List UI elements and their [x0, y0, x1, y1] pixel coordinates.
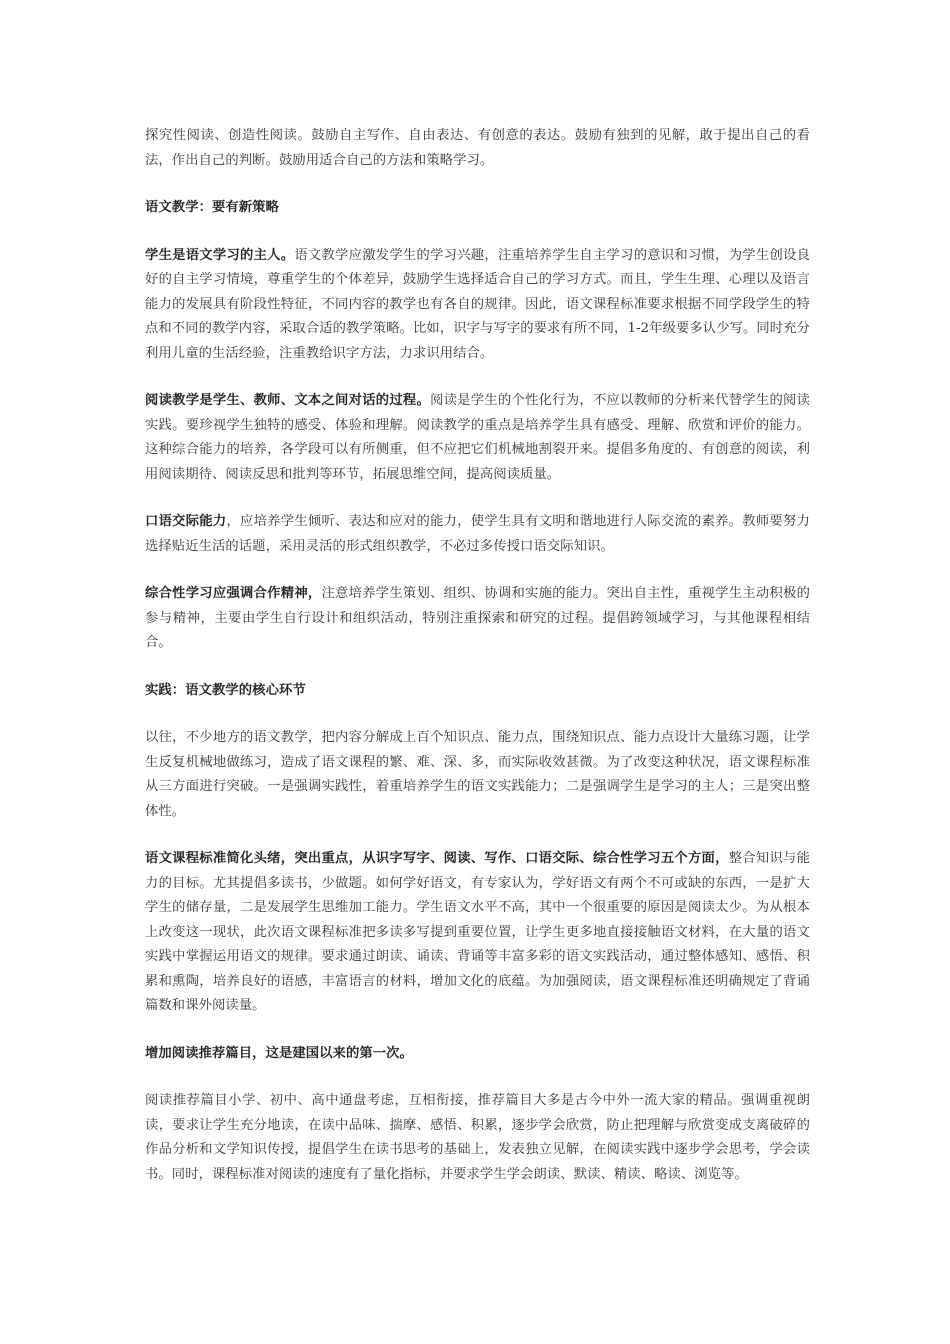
- paragraph-lead: 阅读教学是学生、教师、文本之间对话的过程。: [145, 393, 431, 408]
- paragraph-body: ，应培养学生倾听、表达和应对的能力，使学生具有文明和谐地进行人际交流的素养。教师要努力选择贴近生活的话题，采用灵活的形式组织教学，不必过多传授口语交际知识。: [145, 514, 810, 554]
- paragraph-oral-communication: [145, 510, 810, 559]
- paragraph-body: 阅读是学生的个性化行为，不应以教师的分析来代替学生的阅读实践。要珍视学生独特的感受、体验和理解。阅读教学的重点是培养学生具有感受、理解、欣赏和评价的能力。这种综合能力的培养，各学段可以有所侧重，但不应把它们机械地割裂开来。提倡多角度的、有创意的阅读，利用阅读期待、阅读反思和批判等环节，拓展思维空间，提高阅读质量。: [145, 393, 810, 482]
- paragraph-comprehensive-learning: [145, 582, 810, 656]
- paragraph-reading-recommendations: 阅读推荐篇目小学、初中、高中通盘考虑，互相衔接，推荐篇目大多是古今中外一流大家的精品。强调重视朗读，要求让学生充分地读，在读中品味、揣摩、感悟、积累，逐步学会欣赏，防止把理解与欣赏变成支离破碎的作品分析和文学知识传授，提倡学生在读书思考的基础上，发表独立见解，在阅读实践中逐步学会思考，学会读书。同时，课程标准对阅读的速度有了量化指标，并要求学生学会朗读、默读、精读、略读、浏览等。: [145, 1093, 810, 1182]
- section-heading-practice: 实践：语文教学的核心环节: [145, 682, 306, 698]
- paragraph-lead: 口语交际能力: [145, 514, 227, 529]
- paragraph-lead: 学生是语文学习的主人。: [145, 247, 295, 263]
- paragraph-body: 语文教学应激发学生的学习兴趣，注重培养学生自主学习的意识和习惯，为学生创设良好的自主学习情境，尊重学生的个体差异，鼓励学生选择适合自己的学习方式。而且，学生生理、心理以及语言能力的发展具有阶段性特征，不同内容的教学也有各自的规律。因此，语文课程标准要求根据不同学段学生的特点和不同的教学内容，采取合适的教学策略。比如，识字与写字的要求有所不同，1-2年级要多认少写。同时充分利用儿童的生活经验，注重教给识字方法，力求识用结合。: [145, 247, 810, 361]
- document-page: [145, 124, 810, 1210]
- paragraph-intro: 探究性阅读、创造性阅读。鼓励自主写作、自由表达、有创意的表达。鼓励有独到的见解，敢于提出自己的看法，作出自己的判断。鼓励用适合自己的方法和策略学习。: [145, 128, 810, 168]
- section-heading-strategy: 语文教学：要有新策略: [145, 200, 279, 215]
- paragraph-lead: 语文课程标准简化头绪，突出重点，从识字写字、阅读、写作、口语交际、综合性学习五个方面，: [145, 851, 729, 866]
- section-heading-reading-list: 增加阅读推荐篇目，这是建国以来的第一次。: [145, 1045, 413, 1061]
- paragraph-student-master: [145, 244, 810, 367]
- paragraph-past-practice: 以往，不少地方的语文教学，把内容分解成上百个知识点、能力点，围绕知识点、能力点设计大量练习题，让学生反复机械地做练习，造成了语文课程的繁、难、深、多，而实际收效甚微。为了改变这种状况，语文课程标准从三方面进行突破。一是强调实践性，着重培养学生的语文实践能力；二是强调学生是学习的主人；三是突出整体性。: [145, 730, 810, 819]
- paragraph-lead: 综合性学习应强调合作精神，: [145, 586, 322, 601]
- paragraph-simplify-standards: [145, 847, 810, 1019]
- paragraph-body: 整合知识与能力的目标。尤其提倡多读书，少做题。如何学好语文，有专家认为，学好语文有两个不可或缺的东西，一是扩大学生的储存量，二是发展学生思维加工能力。学生语文水平不高，其中一个很重要的原因是阅读太少。为从根本上改变这一现状，此次语文课程标准把多读多写提到重要位置，让学生更多地直接接触语文材料，在大量的语文实践中掌握运用语文的规律。要求通过朗读、诵读、背诵等丰富多彩的语文实践活动，通过整体感知、感悟、积累和熏陶，培养良好的语感，丰富语言的材料，增加文化的底蕴。为加强阅读，语文课程标准还明确规定了背诵篇数和课外阅读量。: [145, 851, 810, 1013]
- paragraph-body: 注意培养学生策划、组织、协调和实施的能力。突出自主性，重视学生主动积极的参与精神，主要由学生自行设计和组织活动，特别注重探索和研究的过程。提倡跨领域学习，与其他课程相结合。: [145, 586, 810, 650]
- paragraph-reading-dialogue: [145, 389, 810, 487]
